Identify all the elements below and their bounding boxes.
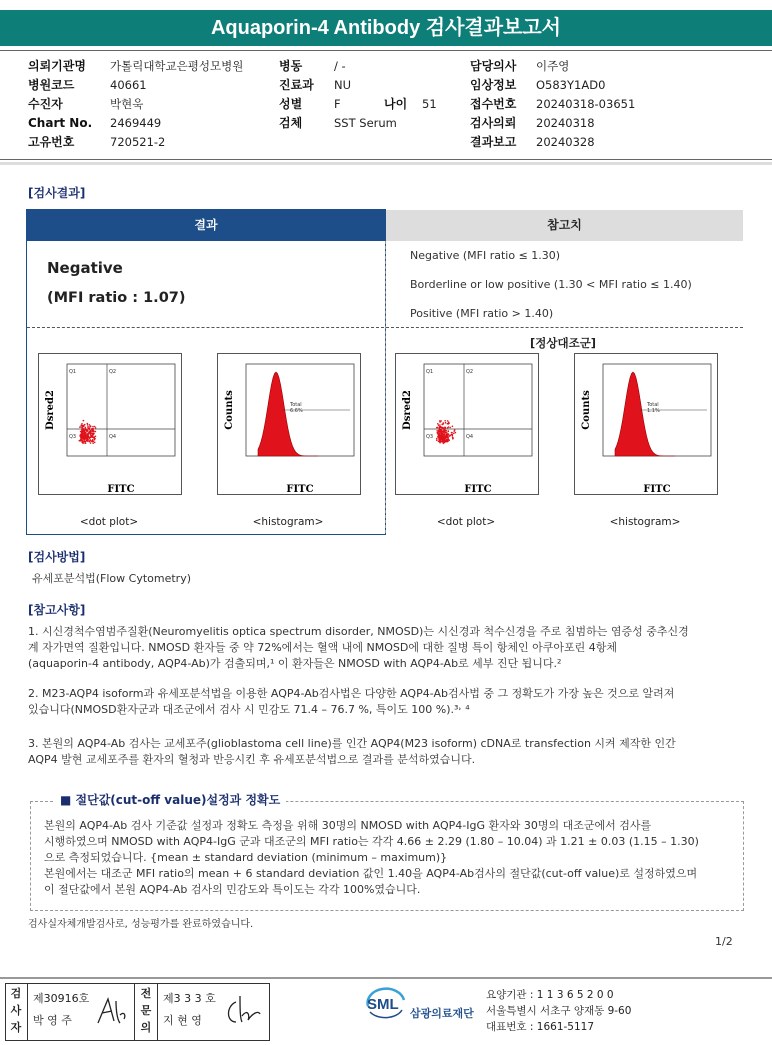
dot-point bbox=[84, 436, 86, 438]
doctor-value: 이주영 bbox=[536, 59, 570, 73]
dot-point bbox=[82, 433, 84, 435]
phone: 대표번호 : 1661-5117 bbox=[486, 1021, 595, 1033]
histogram-gate-label: Total bbox=[290, 402, 302, 408]
dot-point bbox=[444, 420, 446, 422]
quadrant-label: Q4 bbox=[466, 434, 474, 440]
dot-point bbox=[87, 436, 89, 438]
dot-point bbox=[441, 424, 443, 426]
address: 서울특별시 서초구 양재동 9-60 bbox=[486, 1005, 632, 1017]
dot-point bbox=[82, 435, 84, 437]
clinical-info-label: 임상정보 bbox=[470, 78, 517, 92]
dot-point bbox=[439, 441, 441, 443]
dot-point bbox=[447, 427, 449, 429]
dot-point bbox=[449, 427, 451, 429]
histogram-plot bbox=[574, 353, 718, 495]
dot-point bbox=[443, 437, 445, 439]
dot-point bbox=[83, 429, 85, 431]
dot-point bbox=[455, 432, 457, 434]
request-date-value: 20240318 bbox=[536, 116, 595, 130]
notes-heading: [참고사항] bbox=[28, 603, 86, 617]
clinical-info-value: O583Y1AD0 bbox=[536, 78, 606, 92]
dot-point bbox=[89, 429, 91, 431]
header-col1 bbox=[28, 55, 243, 150]
histogram-area bbox=[615, 372, 675, 456]
dot-point bbox=[92, 437, 94, 439]
dot-point bbox=[440, 427, 442, 429]
hospital-value: 가톨릭대학교은평성모병원 bbox=[110, 59, 244, 73]
quadrant-label: Q2 bbox=[466, 369, 474, 375]
dot-point bbox=[451, 434, 453, 436]
dot-point bbox=[447, 439, 449, 441]
approver-label-char: 전 bbox=[140, 987, 152, 1000]
result-header: 결과 bbox=[27, 210, 385, 241]
histogram-plot bbox=[217, 353, 361, 495]
dot-point bbox=[439, 421, 441, 423]
dot-point bbox=[439, 439, 441, 441]
dot-point bbox=[444, 440, 446, 442]
quadrant-label: Q3 bbox=[426, 434, 434, 440]
dot-point bbox=[84, 438, 86, 440]
dot-point bbox=[79, 440, 81, 442]
dot-point bbox=[87, 423, 89, 425]
dot-point bbox=[446, 435, 448, 437]
dot-point bbox=[84, 428, 86, 430]
unique-no-value: 720521-2 bbox=[110, 135, 166, 149]
dot-point bbox=[87, 430, 89, 432]
dot-point bbox=[81, 431, 83, 433]
dot-point bbox=[84, 430, 86, 432]
dot-point bbox=[446, 432, 448, 434]
report-date-label: 결과보고 bbox=[470, 135, 517, 149]
dot-point bbox=[81, 427, 83, 429]
cutoff-title: ■ 절단값(cut-off value)설정과 정확도 bbox=[54, 791, 286, 808]
dot-plot bbox=[38, 353, 182, 495]
department-label: 진료과 bbox=[279, 78, 314, 92]
examiner-label-char: 사 bbox=[10, 1004, 22, 1017]
dot-point bbox=[92, 439, 94, 441]
dot-point bbox=[95, 431, 97, 433]
result-heading: [검사결과] bbox=[28, 186, 86, 200]
patient-label: 수진자 bbox=[28, 97, 63, 111]
dot-point bbox=[436, 438, 438, 440]
ward-value: / - bbox=[334, 59, 346, 73]
dot-point bbox=[89, 424, 91, 426]
dot-point bbox=[453, 433, 455, 435]
dot-point bbox=[87, 426, 89, 428]
note-2-line: 있습니다(NMOSD환자군과 대조군에서 검사 시 민감도 71.4 – 76.7 %, 특이도 100 %).³˒ ⁴ bbox=[28, 703, 470, 716]
footnote: 검사실자체개발검사로, 성능평가를 완료하였습니다. bbox=[28, 919, 254, 930]
x-axis-label: FITC bbox=[464, 484, 492, 494]
dot-point bbox=[94, 439, 96, 441]
cutoff-line: 시행하였으며 NMOSD with AQP4-IgG 군과 대조군의 MFI ratio는 각각 4.66 ± 2.29 (1.80 – 10.04) 과 1.21 ± 0.03 (1.15 – 1.30) bbox=[44, 835, 699, 848]
quadrant-label: Q3 bbox=[69, 434, 77, 440]
x-axis-label: FITC bbox=[643, 484, 671, 494]
histogram-gate-label: Total bbox=[647, 402, 659, 408]
histogram-gate-value: 6.6% bbox=[290, 408, 303, 414]
dot-point bbox=[84, 424, 86, 426]
dot-point bbox=[440, 431, 442, 433]
note-2 bbox=[28, 686, 758, 718]
approver-label-char: 문 bbox=[140, 1004, 152, 1017]
specimen-value: SST Serum bbox=[334, 116, 397, 130]
note-3-line: 3. 본원의 AQP4-Ab 검사는 교세포주(glioblastoma cell line)를 인간 AQP4(M23 isoform) cDNA로 transfection 시켜 제작한 인간 bbox=[28, 737, 676, 750]
dot-point bbox=[436, 427, 438, 429]
org-name: 삼광의료재단 bbox=[410, 1007, 474, 1020]
dot-point bbox=[439, 437, 441, 439]
dot-point bbox=[440, 435, 442, 437]
dot-point bbox=[95, 436, 97, 438]
cutoff-line: 으로 측정되었습니다. {mean ± standard deviation (minimum – maximum)} bbox=[44, 851, 448, 864]
dot-point bbox=[444, 427, 446, 429]
dot-point bbox=[438, 430, 440, 432]
approver-signature bbox=[222, 992, 262, 1030]
hospital-label: 의뢰기관명 bbox=[28, 59, 86, 73]
approver-label-char: 의 bbox=[140, 1021, 152, 1034]
cutoff-line: 본원의 AQP4-Ab 검사 기준값 설정과 정확도 측정을 위해 30명의 NMOSD with AQP4-IgG 환자와 30명의 대조군에서 검사를 bbox=[44, 819, 652, 832]
dot-point bbox=[89, 440, 91, 442]
dot-point bbox=[448, 422, 450, 424]
dot-point bbox=[440, 428, 442, 430]
ward-label: 병동 bbox=[279, 59, 303, 73]
dot-point bbox=[452, 437, 454, 439]
receipt-no-value: 20240318-03651 bbox=[536, 97, 636, 111]
dot-point bbox=[454, 429, 456, 431]
examiner-label-char: 검 bbox=[10, 987, 22, 1000]
dot-point bbox=[445, 437, 447, 439]
result-value: Negative bbox=[47, 259, 123, 277]
control-label: [정상대조군] bbox=[530, 336, 597, 350]
sex-value: F bbox=[334, 97, 341, 111]
dot-point bbox=[91, 432, 93, 434]
dot-point bbox=[439, 433, 441, 435]
dot-point bbox=[447, 420, 449, 422]
result-ratio: (MFI ratio : 1.07) bbox=[47, 290, 186, 306]
reference-negative: Negative (MFI ratio ≤ 1.30) bbox=[410, 249, 561, 262]
dot-point bbox=[442, 433, 444, 435]
reference-borderline: Borderline or low positive (1.30 < MFI ratio ≤ 1.40) bbox=[410, 278, 692, 291]
dot-point bbox=[83, 420, 85, 422]
dot-point bbox=[446, 430, 448, 432]
dot-point bbox=[441, 441, 443, 443]
examiner-label-char: 자 bbox=[10, 1021, 22, 1034]
chart-no-label: Chart No. bbox=[28, 116, 93, 130]
dot-point bbox=[87, 440, 89, 442]
age-value: 51 bbox=[422, 97, 437, 111]
hospital-code-value: 40661 bbox=[110, 78, 147, 92]
patient-value: 박현욱 bbox=[110, 97, 144, 111]
x-axis-label: FITC bbox=[107, 484, 135, 494]
note-1-line: (aquaporin-4 antibody, AQP4-Ab)가 검출되며,¹ 이 환자들은 NMOSD with AQP4-Ab로 세부 진단 됩니다.² bbox=[28, 657, 562, 670]
dot-point bbox=[85, 442, 87, 444]
plot-caption: <dot plot> bbox=[436, 516, 496, 528]
hospital-code-label: 병원코드 bbox=[28, 78, 75, 92]
cutoff-text bbox=[44, 818, 744, 898]
plot-caption: <histogram> bbox=[252, 516, 324, 528]
examiner-name: 박 영 주 bbox=[33, 1014, 72, 1027]
dot-point bbox=[444, 432, 446, 434]
dot-point bbox=[449, 435, 451, 437]
dot-point bbox=[436, 430, 438, 432]
doctor-label: 담당의사 bbox=[470, 59, 517, 73]
quadrant-label: Q4 bbox=[109, 434, 117, 440]
dot-point bbox=[445, 422, 447, 424]
dot-point bbox=[92, 429, 94, 431]
dot-point bbox=[451, 432, 453, 434]
dot-point bbox=[448, 430, 450, 432]
cutoff-line: 본원에서는 대조군 MFI ratio의 mean + 6 standard deviation 값인 1.40을 AQP4-Ab검사의 절단값(cut-off value)로 설정하였으며 bbox=[44, 867, 698, 880]
unique-no-label: 고유번호 bbox=[28, 135, 75, 149]
method-heading: [검사방법] bbox=[28, 550, 86, 564]
dot-plot bbox=[395, 353, 539, 495]
request-date-label: 검사의뢰 bbox=[470, 116, 517, 130]
approver-no: 제3 3 3 호 bbox=[163, 992, 216, 1005]
dot-point bbox=[82, 425, 84, 427]
dot-point bbox=[87, 433, 89, 435]
institution-code: 요양기관 : 1 1 3 6 5 2 0 0 bbox=[486, 989, 614, 1001]
dot-point bbox=[436, 439, 438, 441]
report-date-value: 20240328 bbox=[536, 135, 595, 149]
quadrant-label: Q1 bbox=[69, 369, 77, 375]
dot-point bbox=[439, 424, 441, 426]
approver-label bbox=[134, 983, 158, 1041]
reference-positive: Positive (MFI ratio > 1.40) bbox=[410, 307, 554, 320]
y-axis-label: Dsred2 bbox=[402, 390, 413, 430]
dot-point bbox=[81, 423, 83, 425]
age-label: 나이 bbox=[384, 97, 408, 111]
dot-point bbox=[93, 432, 95, 434]
note-1 bbox=[28, 624, 758, 672]
note-2-line: 2. M23-AQP4 isoform과 유세포분석법을 이용한 AQP4-Ab검사법은 다양한 AQP4-Ab검사법 중 그 정확도가 가장 높은 것으로 알려져 bbox=[28, 687, 675, 700]
department-value: NU bbox=[334, 78, 352, 92]
dot-point bbox=[452, 426, 454, 428]
dot-point bbox=[82, 440, 84, 442]
header-bottom-shade bbox=[0, 162, 772, 165]
dot-point bbox=[438, 435, 440, 437]
note-1-line: 1. 시신경척수염범주질환(Neuromyelitis optica spectrum disorder, NMOSD)는 시신경과 척수신경을 주로 침범하는 염증성 중추신경 bbox=[28, 625, 689, 638]
column-divider bbox=[385, 241, 386, 533]
dot-point bbox=[89, 432, 91, 434]
examiner-no: 제30916호 bbox=[33, 992, 90, 1005]
dot-point bbox=[444, 442, 446, 444]
histogram-gate-value: 1.1% bbox=[647, 408, 660, 414]
y-axis-label: Dsred2 bbox=[45, 390, 56, 430]
note-3 bbox=[28, 736, 758, 768]
specimen-label: 검체 bbox=[279, 116, 303, 130]
footer-rule bbox=[0, 977, 772, 979]
sex-label: 성별 bbox=[279, 97, 303, 111]
dot-point bbox=[94, 442, 96, 444]
y-axis-label: Counts bbox=[224, 390, 235, 430]
header-top-rule bbox=[0, 50, 772, 51]
y-axis-label: Counts bbox=[581, 390, 592, 430]
plot-caption: <histogram> bbox=[609, 516, 681, 528]
dot-point bbox=[437, 432, 439, 434]
dot-point bbox=[94, 426, 96, 428]
dot-point bbox=[80, 434, 82, 436]
dot-point bbox=[447, 423, 449, 425]
dot-point bbox=[92, 442, 94, 444]
dot-point bbox=[448, 434, 450, 436]
quadrant-label: Q2 bbox=[109, 369, 117, 375]
report-title: Aquaporin-4 Antibody 검사결과보고서 bbox=[0, 10, 772, 46]
cutoff-line: 이 절단값에서 본원 AQP4-Ab 검사의 민감도와 특이도는 각각 100%였습니다. bbox=[44, 883, 421, 896]
note-3-line: AQP4 발현 교세포주를 환자의 혈청과 반응시킨 후 유세포분석법으로 결과를 분석하였습니다. bbox=[28, 753, 476, 766]
header-bottom-rule bbox=[0, 159, 772, 160]
examiner-label bbox=[5, 983, 28, 1041]
dot-point bbox=[79, 426, 81, 428]
approver-name: 지 현 영 bbox=[163, 1014, 202, 1027]
receipt-no-label: 접수번호 bbox=[470, 97, 517, 111]
method-text: 유세포분석법(Flow Cytometry) bbox=[32, 572, 192, 585]
x-axis-label: FITC bbox=[286, 484, 314, 494]
dot-point bbox=[83, 431, 85, 433]
plot-caption: <dot plot> bbox=[79, 516, 139, 528]
header-col3 bbox=[470, 55, 635, 150]
dot-point bbox=[81, 437, 83, 439]
page-number: 1/2 bbox=[715, 935, 733, 948]
sml-logo-text: SML bbox=[367, 996, 399, 1013]
histogram-area bbox=[258, 372, 318, 456]
note-1-line: 계 자가면역 질환입니다. NMOSD 환자들 중 약 72%에서는 혈액 내에 NMOSD에 대한 질병 특이 항체인 아쿠아포린 4항체 bbox=[28, 641, 617, 654]
dot-point bbox=[92, 426, 94, 428]
dot-point bbox=[90, 434, 92, 436]
dot-point bbox=[95, 427, 97, 429]
examiner-signature bbox=[94, 993, 128, 1029]
dot-point bbox=[90, 442, 92, 444]
header-col2 bbox=[279, 55, 437, 131]
dot-point bbox=[90, 426, 92, 428]
chart-no-value: 2469449 bbox=[110, 116, 162, 130]
dot-point bbox=[437, 423, 439, 425]
dot-point bbox=[85, 431, 87, 433]
reference-header: 참고치 bbox=[386, 210, 743, 241]
dot-point bbox=[91, 441, 93, 443]
quadrant-label: Q1 bbox=[426, 369, 434, 375]
